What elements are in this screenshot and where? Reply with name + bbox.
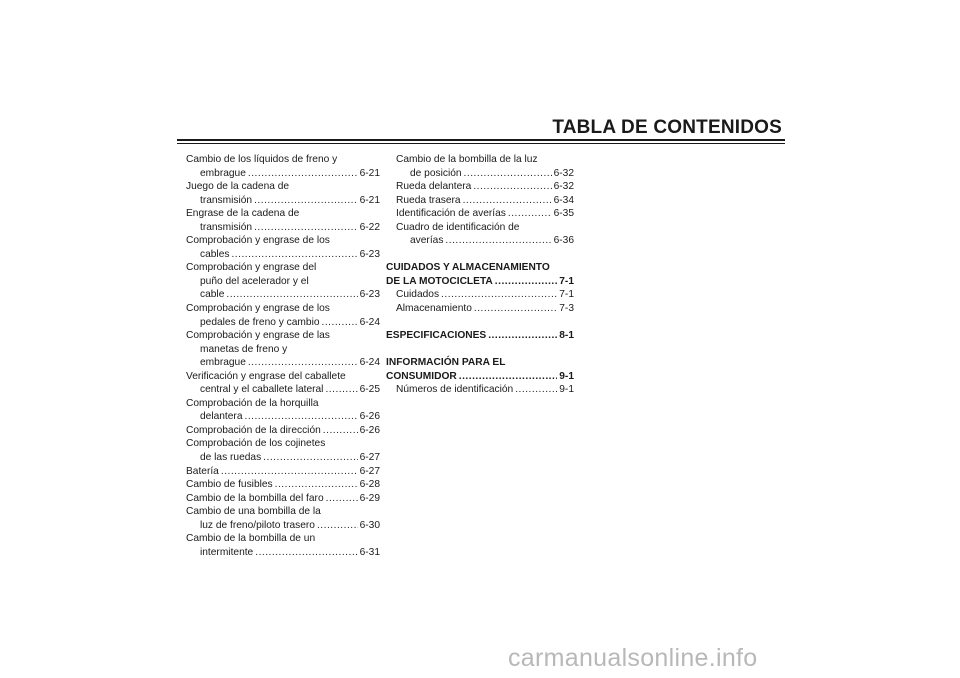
toc-entry-title: manetas de freno y: [200, 343, 288, 355]
toc-page-number: 6-22: [359, 221, 380, 233]
toc-entry[interactable]: [386, 221, 574, 235]
toc-entry-title: cable: [200, 289, 225, 301]
toc-page-number: 9-1: [559, 384, 574, 396]
toc-entry-title: Batería: [186, 465, 219, 477]
toc-spacer: [386, 316, 574, 330]
toc-leader-dots: [464, 167, 552, 181]
toc-page-number: 7-1: [559, 289, 574, 301]
toc-entry-title: Números de identificación: [396, 384, 514, 396]
toc-page-number: 6-28: [359, 479, 380, 491]
toc-entry[interactable]: [186, 234, 380, 248]
toc-leader-dots: [263, 451, 357, 465]
toc-entry-title: Comprobación de la horquilla: [186, 397, 319, 409]
toc-entry[interactable]: [186, 194, 380, 208]
toc-entry[interactable]: [186, 546, 380, 560]
toc-entry-title: Cambio de la bombilla de la luz: [396, 154, 538, 165]
toc-entry-title: Juego de la cadena de: [186, 181, 290, 193]
toc-entry[interactable]: [386, 180, 574, 194]
toc-page-number: 6-24: [359, 316, 380, 328]
toc-entry-title: Cambio de fusibles: [186, 479, 273, 491]
toc-entry[interactable]: [386, 194, 574, 208]
toc-entry-title: central y el caballete lateral: [200, 384, 324, 396]
toc-entry[interactable]: [186, 383, 380, 397]
toc-leader-dots: [495, 275, 557, 289]
toc-entry-title: transmisión: [200, 221, 253, 233]
toc-leader-dots: [317, 519, 358, 533]
toc-entry[interactable]: [186, 167, 380, 181]
toc-leader-dots: [488, 329, 557, 343]
toc-leader-dots: [226, 288, 357, 302]
toc-leader-dots: [254, 221, 358, 235]
toc-entry[interactable]: [186, 329, 380, 343]
toc-leader-dots: [248, 356, 358, 370]
toc-page-number: 6-23: [359, 289, 380, 301]
toc-entry-title: puño del acelerador y el: [200, 275, 309, 287]
toc-page-number: 6-36: [553, 235, 574, 247]
toc-page-number: 6-23: [359, 248, 380, 260]
toc-entry-title: cables: [200, 248, 230, 260]
toc-entry[interactable]: [386, 167, 574, 181]
toc-leader-dots: [515, 383, 557, 397]
toc-entry[interactable]: [386, 302, 574, 316]
toc-spacer: [386, 248, 574, 262]
toc-page-number: 6-21: [359, 167, 380, 179]
toc-page-number: 6-24: [359, 357, 380, 369]
toc-entry[interactable]: [386, 261, 574, 275]
toc-leader-dots: [322, 316, 358, 330]
toc-entry[interactable]: [186, 478, 380, 492]
toc-entry-title: Cuadro de identificación de: [396, 221, 520, 233]
toc-entry-title: de las ruedas: [200, 452, 262, 464]
toc-entry[interactable]: [186, 288, 380, 302]
toc-leader-dots: [473, 180, 551, 194]
toc-entry[interactable]: [186, 207, 380, 221]
toc-entry[interactable]: [186, 180, 380, 194]
toc-entry[interactable]: [186, 370, 380, 384]
toc-entry[interactable]: [186, 397, 380, 411]
toc-entry-title: CUIDADOS Y ALMACENAMIENTO: [386, 262, 550, 274]
toc-leader-dots: [326, 492, 358, 506]
toc-entry-title: embrague: [200, 167, 246, 179]
toc-entry[interactable]: [186, 356, 380, 370]
toc-entry[interactable]: [386, 356, 574, 370]
toc-page-number: 6-29: [359, 492, 380, 504]
toc-entry-title: ESPECIFICACIONES: [386, 330, 487, 342]
toc-page-number: 6-21: [359, 194, 380, 206]
toc-entry-title: DE LA MOTOCICLETA: [386, 275, 493, 287]
toc-entry-title: Comprobación y engrase de los: [186, 303, 330, 315]
toc-entry-title: Rueda trasera: [396, 194, 461, 206]
toc-entry-title: CONSUMIDOR: [386, 370, 457, 382]
toc-entry[interactable]: [386, 275, 574, 289]
toc-entry[interactable]: [186, 437, 380, 451]
toc-entry-title: Cuidados: [396, 289, 440, 301]
toc-entry-title: embrague: [200, 357, 246, 369]
toc-leader-dots: [459, 370, 558, 384]
toc-entry-title: INFORMACIÓN PARA EL: [386, 357, 506, 369]
toc-entry[interactable]: [186, 316, 380, 330]
toc-leader-dots: [463, 194, 552, 208]
toc-entry[interactable]: [386, 329, 574, 343]
toc-entry-title: Identificación de averías: [396, 208, 506, 220]
toc-entry-title: delantera: [200, 411, 243, 423]
toc-entry-title: de posición: [410, 167, 462, 179]
toc-entry[interactable]: [386, 153, 574, 167]
page-title: TABLA DE CONTENIDOS: [552, 117, 782, 138]
toc-page-number: 8-1: [559, 330, 574, 342]
toc-entry-title: pedales de freno y cambio: [200, 316, 320, 328]
toc-entry-title: Engrase de la cadena de: [186, 208, 300, 220]
toc-entry[interactable]: [186, 343, 380, 357]
toc-entry[interactable]: [186, 221, 380, 235]
toc-leader-dots: [508, 207, 552, 221]
toc-entry[interactable]: [186, 261, 380, 275]
toc-entry-title: Cambio de la bombilla de un: [186, 533, 316, 545]
toc-leader-dots: [445, 234, 551, 248]
toc-leader-dots: [325, 383, 357, 397]
toc-leader-dots: [255, 546, 357, 560]
toc-entry-title: Comprobación de los cojinetes: [186, 438, 326, 450]
toc-entry[interactable]: [186, 424, 380, 438]
toc-entry[interactable]: [186, 519, 380, 533]
toc-entry-title: Rueda delantera: [396, 181, 472, 193]
toc-entry[interactable]: [386, 288, 574, 302]
toc-page-number: 6-32: [553, 167, 574, 179]
toc-column-left: [186, 153, 380, 559]
toc-page-number: 6-31: [359, 546, 380, 558]
toc-entry-title: Verificación y engrase del caballete: [186, 370, 346, 382]
toc-leader-dots: [248, 167, 358, 181]
watermark: carmanualsonline.info: [508, 644, 758, 672]
toc-entry-title: Cambio de la bombilla del faro: [186, 492, 324, 504]
toc-page-number: 6-35: [553, 208, 574, 220]
toc-entry[interactable]: [186, 532, 380, 546]
toc-entry[interactable]: [186, 451, 380, 465]
toc-entry[interactable]: [186, 153, 380, 167]
toc-entry[interactable]: [186, 465, 380, 479]
toc-entry[interactable]: [186, 410, 380, 424]
toc-page-number: 6-25: [359, 384, 380, 396]
toc-entry[interactable]: [386, 383, 574, 397]
toc-entry-title: intermitente: [200, 546, 254, 558]
toc-entry-title: luz de freno/piloto trasero: [200, 519, 315, 531]
toc-page-number: 7-3: [559, 303, 574, 315]
toc-entry-title: Comprobación y engrase del: [186, 262, 317, 274]
toc-leader-dots: [474, 302, 557, 316]
toc-leader-dots: [254, 194, 358, 208]
toc-entry-title: Comprobación de la dirección: [186, 424, 321, 436]
toc-leader-dots: [244, 410, 357, 424]
toc-entry-title: averías: [410, 235, 444, 247]
toc-page-number: 6-26: [359, 424, 380, 436]
toc-page-number: 6-34: [553, 194, 574, 206]
toc-entry-title: transmisión: [200, 194, 253, 206]
toc-page-number: 6-32: [553, 181, 574, 193]
toc-page-number: 6-27: [359, 452, 380, 464]
toc-entry[interactable]: [386, 207, 574, 221]
toc-spacer: [386, 343, 574, 357]
toc-leader-dots: [323, 424, 358, 438]
toc-page-number: 7-1: [559, 275, 574, 287]
toc-entry[interactable]: [186, 248, 380, 262]
toc-column-right: [386, 153, 574, 397]
toc-entry[interactable]: [186, 302, 380, 316]
header-rule-thin: [177, 143, 785, 144]
toc-leader-dots: [275, 478, 358, 492]
toc-page-number: 6-27: [359, 465, 380, 477]
toc-entry-title: Comprobación y engrase de las: [186, 330, 330, 342]
toc-entry[interactable]: [186, 505, 380, 519]
toc-entry-title: Comprobación y engrase de los: [186, 235, 330, 247]
toc-leader-dots: [231, 248, 357, 262]
toc-entry[interactable]: [386, 370, 574, 384]
toc-entry[interactable]: [386, 234, 574, 248]
toc-page-number: 6-26: [359, 411, 380, 423]
toc-page-number: 9-1: [559, 370, 574, 382]
header-rule-thick: [177, 139, 785, 141]
toc-entry[interactable]: [186, 275, 380, 289]
toc-page-number: 6-30: [359, 519, 380, 531]
toc-leader-dots: [441, 288, 557, 302]
toc-entry[interactable]: [186, 492, 380, 506]
toc-entry-title: Cambio de los líquidos de freno y: [186, 154, 338, 165]
toc-entry-title: Almacenamiento: [396, 303, 472, 315]
toc-leader-dots: [221, 465, 358, 479]
toc-entry-title: Cambio de una bombilla de la: [186, 506, 321, 518]
